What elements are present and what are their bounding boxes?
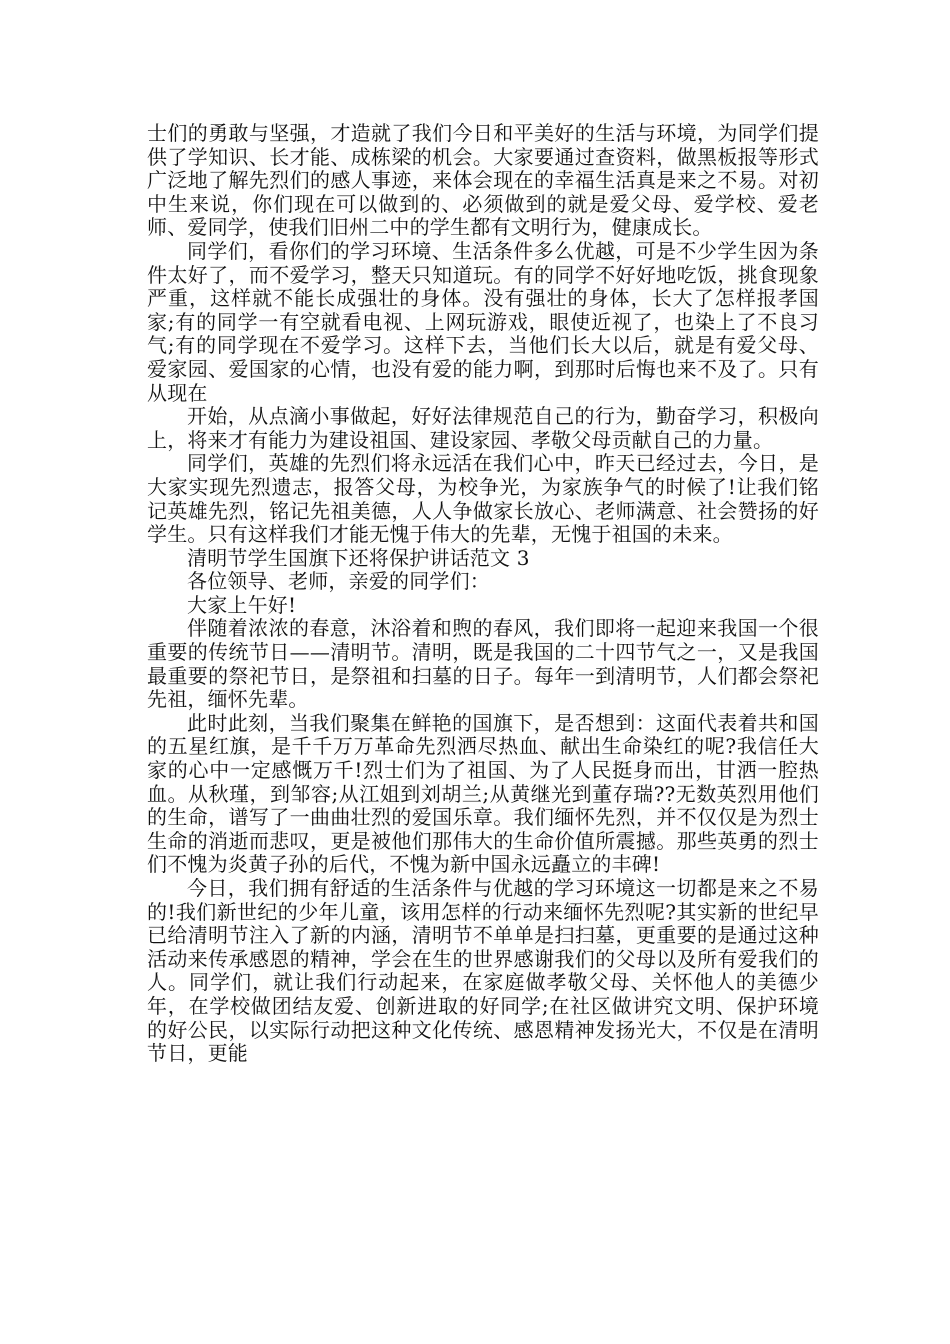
- greeting: 大家上午好!: [187, 592, 297, 617]
- paragraph-5: 伴随着浓浓的春意，沐浴着和煦的春风，我们即将一起迎来我国一个很重要的传统节日——清明节。清明，既是我国的二十四节气之一，又是我国最重要的祭祀节日，是祭祖和扫墓的日子。每年一到清明节，人们都会祭祀先祖，缅怀先辈。: [147, 616, 819, 712]
- document-page: [147, 122, 819, 1066]
- salutation: 各位领导、老师，亲爱的同学们：: [187, 569, 490, 594]
- paragraph-6: 此时此刻，当我们聚集在鲜艳的国旗下，是否想到：这面代表着共和国的五星红旗，是千千万万革命先烈洒尽热血、献出生命染红的呢?我信任大家的心中一定感慨万千!烈士们为了祖国、为了人民挺身而出，甘洒一腔热血。从秋瑾，到邹容;从江姐到刘胡兰;从黄继光到董存瑞??无数英烈用他们的生命，谱写了一曲曲壮烈的爱国乐章。我们缅怀先烈，并不仅仅是为烈士生命的消逝而悲叹，更是被他们那伟大的生命价值所震撼。那些英勇的烈士们不愧为炎黄子孙的后代，不愧为新中国永远矗立的丰碑!: [147, 710, 819, 877]
- section-heading: 清明节学生国旗下还将保护讲话范文 3: [187, 545, 530, 570]
- paragraph-3: 开始，从点滴小事做起，好好法律规范自己的行为，勤奋学习，积极向上，将来才有能力为建设祖国、建设家园、孝敬父母贡献自己的力量。: [147, 404, 819, 452]
- paragraph-1: 士们的勇敢与坚强，才造就了我们今日和平美好的生活与环境，为同学们提供了学知识、长才能、成栋梁的机会。大家要通过查资料，做黑板报等形式广泛地了解先烈们的感人事迹，来体会现在的幸福生活真是来之不易。对初中生来说，你们现在可以做到的、必须做到的就是爱父母、爱学校、爱老师、爱同学，使我们旧州二中的学生都有文明行为，健康成长。: [147, 121, 819, 240]
- paragraph-4: 同学们，英雄的先烈们将永远活在我们心中，昨天已经过去，今日，是大家实现先烈遗志，报答父母，为校争光，为家族争气的时候了!让我们铭记英雄先烈，铭记先祖美德，人人争做家长放心、老师满意、社会赞扬的好学生。只有这样我们才能无愧于伟大的先辈，无愧于祖国的未来。: [147, 451, 819, 547]
- paragraph-2: 同学们，看你们的学习环境、生活条件多么优越，可是不少学生因为条件太好了，而不爱学习，整天只知道玩。有的同学不好好地吃饭，挑食现象严重，这样就不能长成强壮的身体。没有强壮的身体，长大了怎样报孝国家;有的同学一有空就看电视、上网玩游戏，眼使近视了，也染上了不良习气;有的同学现在不爱学习。这样下去，当他们长大以后，就是有爱父母、爱家园、爱国家的心情，也没有爱的能力啊，到那时后悔也来不及了。只有从现在: [147, 238, 819, 405]
- paragraph-7: 今日，我们拥有舒适的生活条件与优越的学习环境这一切都是来之不易的!我们新世纪的少年儿童，该用怎样的行动来缅怀先烈呢?其实新的世纪早已给清明节注入了新的内涵，清明节不单单是扫扫墓，更重要的是通过这种活动来传承感恩的精神，学会在生的世界感谢我们的父母以及所有爱我们的人。同学们，就让我们行动起来，在家庭做孝敬父母、关怀他人的美德少年，在学校做团结友爱、创新进取的好同学;在社区做讲究文明、保护环境的好公民，以实际行动把这种文化传统、感恩精神发扬光大，不仅是在清明节日，更能: [147, 876, 819, 1066]
